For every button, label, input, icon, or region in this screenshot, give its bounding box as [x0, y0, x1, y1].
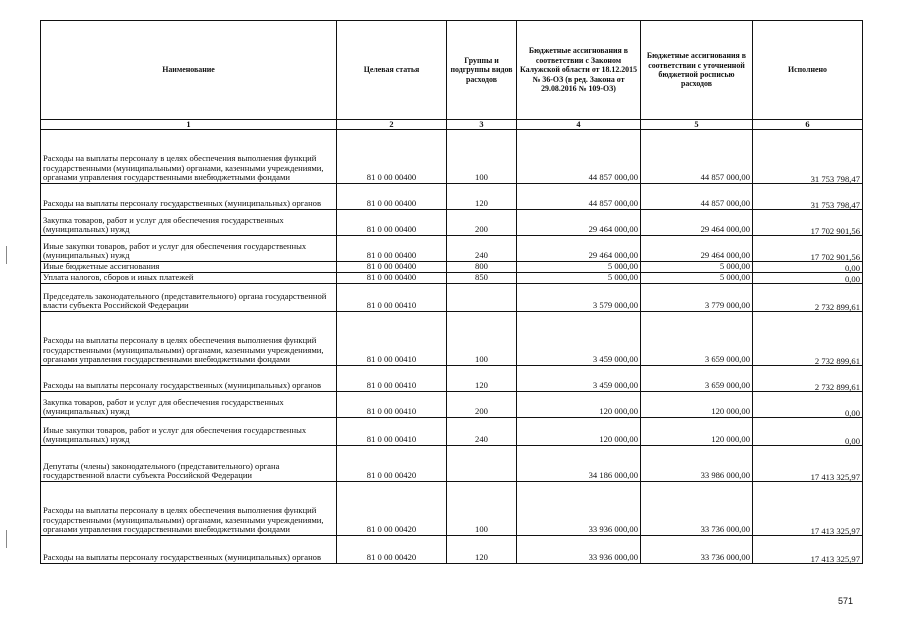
row-expense-group: 120: [447, 536, 517, 564]
row-executed-amount: 0,00: [753, 420, 863, 448]
row-target-article: 81 0 00 00410: [337, 418, 447, 446]
row-expense-group: 100: [447, 312, 517, 366]
row-refined-amount: 29 464 000,00: [641, 236, 753, 262]
column-number: 3: [447, 120, 517, 130]
row-law-amount: 3 459 000,00: [517, 312, 641, 366]
row-expense-group: 800: [447, 262, 517, 273]
table-row: [41, 418, 863, 446]
row-expense-group: 120: [447, 184, 517, 210]
table-row: [41, 366, 863, 392]
row-executed-amount: 17 413 325,97: [753, 448, 863, 484]
row-law-amount: 29 464 000,00: [517, 210, 641, 236]
row-executed-amount: 0,00: [753, 264, 863, 275]
row-target-article: 81 0 00 00400: [337, 273, 447, 284]
row-executed-amount: 0,00: [753, 394, 863, 420]
column-number-row: [41, 120, 863, 130]
row-executed-amount: 31 753 798,47: [753, 186, 863, 212]
table-row: [41, 210, 863, 236]
row-executed-amount: 17 413 325,97: [753, 538, 863, 566]
row-expense-group: 200: [447, 392, 517, 418]
row-refined-amount: 33 736 000,00: [641, 482, 753, 536]
column-number: 6: [753, 120, 863, 130]
scan-edge-mark: [6, 530, 7, 548]
row-law-amount: 120 000,00: [517, 418, 641, 446]
row-target-article: 81 0 00 00400: [337, 184, 447, 210]
row-executed-amount: 2 732 899,61: [753, 314, 863, 368]
row-refined-amount: 120 000,00: [641, 418, 753, 446]
row-law-amount: 5 000,00: [517, 273, 641, 284]
row-law-amount: 44 857 000,00: [517, 184, 641, 210]
row-name: Депутаты (члены) законодательного (представительного) органа государственной власти субъекта Российской Федерации: [41, 446, 337, 482]
row-refined-amount: 3 779 000,00: [641, 284, 753, 312]
row-expense-group: 240: [447, 418, 517, 446]
row-expense-group: 200: [447, 210, 517, 236]
row-law-amount: 33 936 000,00: [517, 482, 641, 536]
row-law-amount: 29 464 000,00: [517, 236, 641, 262]
row-law-amount: 3 459 000,00: [517, 366, 641, 392]
page-number: 571: [838, 596, 854, 606]
table-row: [41, 446, 863, 482]
row-target-article: 81 0 00 00400: [337, 130, 447, 184]
header-refined-allocations: Бюджетные ассигнования в соответствии с уточненной бюджетной росписью расходов: [641, 21, 753, 120]
row-law-amount: 120 000,00: [517, 392, 641, 418]
row-law-amount: 44 857 000,00: [517, 130, 641, 184]
table-row: [41, 273, 863, 284]
row-name: Иные бюджетные ассигнования: [41, 262, 337, 273]
row-expense-group: [447, 284, 517, 312]
row-refined-amount: 33 736 000,00: [641, 536, 753, 564]
table-row: [41, 130, 863, 184]
row-refined-amount: 44 857 000,00: [641, 184, 753, 210]
header-executed: Исполнено: [753, 21, 863, 120]
table-row: [41, 392, 863, 418]
table-row: [41, 284, 863, 312]
row-name: Иные закупки товаров, работ и услуг для обеспечения государственных (муниципальных) нужд: [41, 236, 337, 262]
header-expense-groups: Группы и подгруппы видов расходов: [447, 21, 517, 120]
row-refined-amount: 3 659 000,00: [641, 312, 753, 366]
row-name: Расходы на выплаты персоналу государственных (муниципальных) органов: [41, 366, 337, 392]
row-refined-amount: 5 000,00: [641, 273, 753, 284]
row-name: Расходы на выплаты персоналу в целях обеспечения выполнения функций государственными (муниципальными) органами, казенными учреждениями, органами управления государственными внебюджетными фондами: [41, 482, 337, 536]
table-row: [41, 312, 863, 366]
row-target-article: 81 0 00 00410: [337, 366, 447, 392]
row-refined-amount: 5 000,00: [641, 262, 753, 273]
column-number: 1: [41, 120, 337, 130]
table-row: [41, 482, 863, 536]
row-target-article: 81 0 00 00400: [337, 262, 447, 273]
table-row: [41, 236, 863, 262]
row-name: Иные закупки товаров, работ и услуг для обеспечения государственных (муниципальных) нужд: [41, 418, 337, 446]
row-name: Закупка товаров, работ и услуг для обеспечения государственных (муниципальных) нужд: [41, 392, 337, 418]
row-law-amount: 34 186 000,00: [517, 446, 641, 482]
row-law-amount: 33 936 000,00: [517, 536, 641, 564]
row-refined-amount: 29 464 000,00: [641, 210, 753, 236]
row-target-article: 81 0 00 00420: [337, 446, 447, 482]
row-executed-amount: 2 732 899,61: [753, 368, 863, 394]
row-law-amount: 5 000,00: [517, 262, 641, 273]
header-target-article: Целевая статья: [337, 21, 447, 120]
column-number: 5: [641, 120, 753, 130]
row-name: Председатель законодательного (представительного) органа государственной власти субъекта Российской Федерации: [41, 284, 337, 312]
row-expense-group: 240: [447, 236, 517, 262]
row-target-article: 81 0 00 00410: [337, 312, 447, 366]
budget-table: [40, 20, 863, 564]
header-row: [41, 21, 863, 120]
table-row: [41, 262, 863, 273]
table-row: [41, 536, 863, 564]
row-name: Уплата налогов, сборов и иных платежей: [41, 273, 337, 284]
row-name: Закупка товаров, работ и услуг для обеспечения государственных (муниципальных) нужд: [41, 210, 337, 236]
row-refined-amount: 33 986 000,00: [641, 446, 753, 482]
budget-table-container: [40, 20, 862, 564]
row-expense-group: [447, 446, 517, 482]
row-expense-group: 100: [447, 482, 517, 536]
table-body: [41, 130, 863, 564]
row-executed-amount: 17 413 325,97: [753, 484, 863, 538]
scan-edge-mark: [6, 246, 7, 264]
row-expense-group: 850: [447, 273, 517, 284]
table-row: [41, 184, 863, 210]
row-executed-amount: 17 702 901,56: [753, 238, 863, 264]
row-refined-amount: 120 000,00: [641, 392, 753, 418]
row-target-article: 81 0 00 00410: [337, 392, 447, 418]
row-name: Расходы на выплаты персоналу государственных (муниципальных) органов: [41, 184, 337, 210]
row-law-amount: 3 579 000,00: [517, 284, 641, 312]
header-law-allocations: Бюджетные ассигнования в соответствии с Законом Калужской области от 18.12.2015 № 36-ОЗ (в ред. Закона от 29.08.2016 № 109-ОЗ): [517, 21, 641, 120]
row-target-article: 81 0 00 00400: [337, 210, 447, 236]
column-number: 2: [337, 120, 447, 130]
row-executed-amount: 0,00: [753, 275, 863, 286]
row-expense-group: 100: [447, 130, 517, 184]
header-name: Наименование: [41, 21, 337, 120]
row-executed-amount: 17 702 901,56: [753, 212, 863, 238]
row-target-article: 81 0 00 00410: [337, 284, 447, 312]
column-number: 4: [517, 120, 641, 130]
row-target-article: 81 0 00 00420: [337, 482, 447, 536]
row-refined-amount: 3 659 000,00: [641, 366, 753, 392]
row-target-article: 81 0 00 00400: [337, 236, 447, 262]
row-refined-amount: 44 857 000,00: [641, 130, 753, 184]
row-name: Расходы на выплаты персоналу в целях обеспечения выполнения функций государственными (муниципальными) органами, казенными учреждениями, органами управления государственными внебюджетными фондами: [41, 130, 337, 184]
row-executed-amount: 2 732 899,61: [753, 286, 863, 314]
row-target-article: 81 0 00 00420: [337, 536, 447, 564]
row-executed-amount: 31 753 798,47: [753, 132, 863, 186]
row-name: Расходы на выплаты персоналу в целях обеспечения выполнения функций государственными (муниципальными) органами, казенными учреждениями, органами управления государственными внебюджетными фондами: [41, 312, 337, 366]
row-name: Расходы на выплаты персоналу государственных (муниципальных) органов: [41, 536, 337, 564]
row-expense-group: 120: [447, 366, 517, 392]
